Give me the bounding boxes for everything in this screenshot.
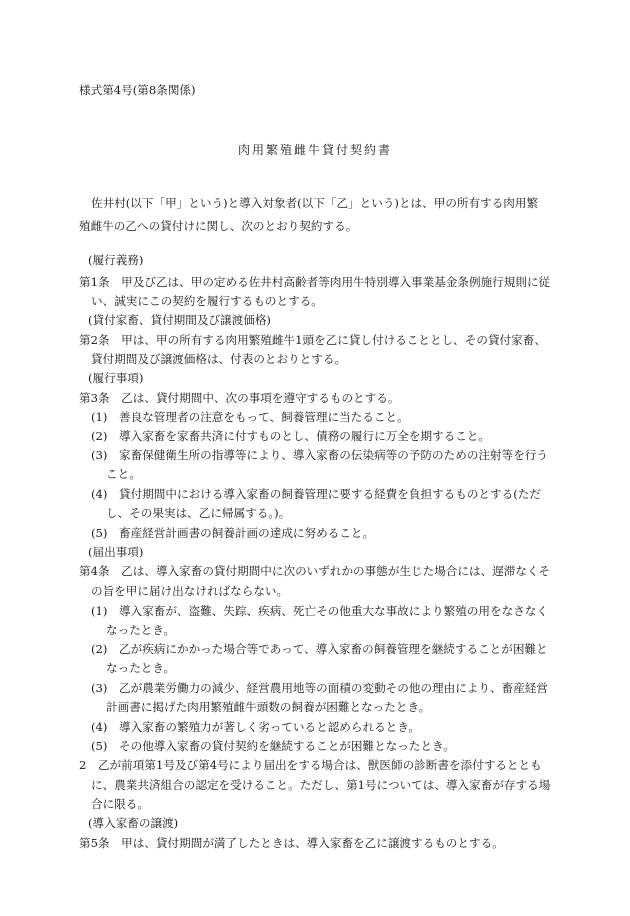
article-3-item-3-cont: こと。 (106, 467, 141, 481)
article-3-line-1: 第3条 乙は、貸付期間中、次の事項を遵守するものとする。 (79, 391, 400, 405)
article-4-caption: (届出事項) (88, 545, 144, 559)
intro-line-1: 佐井村(以下「甲」という)と導入対象者(以下「乙」という)とは、甲の所有する肉用繁 (91, 196, 539, 210)
article-3-item-1: (1) 善良な管理者の注意をもって、飼養管理に当たること。 (91, 410, 409, 424)
article-4-item-2: (2) 乙が疾病にかかった場合等であって、導入家畜の飼養管理を継続することが困難と (91, 642, 548, 656)
article-4-para-2-line-2: に、農業共済組合の認定を受けること。ただし、第1号については、導入家畜が存する場 (91, 778, 551, 792)
article-1-caption: (履行義務) (88, 253, 144, 267)
article-1-line-1: 第1条 甲及び乙は、甲の定める佐井村高齢者等肉用牛特別導入事業基金条例施行規則に従 (79, 275, 551, 289)
article-4-line-1: 第4条 乙は、導入家畜の貸付期間中に次のいずれかの事態が生じた場合には、遅滞なくそ (79, 564, 551, 578)
article-4-para-2-line-3: 合に限る。 (91, 797, 149, 811)
article-4-item-1: (1) 導入家畜が、盗難、失踪、疾病、死亡その他重大な事故により繁殖の用をなさなく (91, 604, 548, 618)
article-1-line-2: い、誠実にこの契約を履行するものとする。 (91, 294, 323, 308)
article-3-item-4-cont: し、その果実は、乙に帰属する。)。 (106, 506, 291, 520)
article-2-line-2: 貸付期間及び譲渡価格は、付表のとおりとする。 (91, 352, 347, 366)
article-4-para-2-line-1: 2 乙が前項第1号及び第4号により届出をする場合は、獣医師の診断書を添付するととも (79, 758, 542, 772)
article-3-item-3: (3) 家畜保健衛生所の指導等により、導入家畜の伝染病等の予防のための注射等を行う (91, 448, 548, 462)
form-number: 様式第4号(第8条関係) (79, 83, 196, 97)
article-3-item-4: (4) 貸付期間中における導入家畜の飼養管理に要する経費を負担するものとする(ただ (91, 487, 541, 501)
article-5-caption: (導入家畜の譲渡) (88, 816, 179, 830)
article-3-caption: (履行事項) (88, 371, 144, 385)
article-4-item-4: (4) 導入家畜の繁殖力が著しく劣っていると認められるとき。 (91, 720, 420, 734)
intro-line-2: 殖雌牛の乙への貸付けに関し、次のとおり契約する。 (79, 219, 358, 233)
document-title: 肉用繁殖雌牛貸付契約書 (237, 143, 392, 157)
article-2-line-1: 第2条 甲は、甲の所有する肉用繁殖雌牛1頭を乙に貸し付けることとし、その貸付家畜、 (79, 333, 546, 347)
article-4-item-3-cont: 計画書に掲げた肉用繁殖雌牛頭数の飼養が困難となったとき。 (106, 700, 431, 714)
article-3-item-5: (5) 畜産経営計画書の飼養計画の達成に努めること。 (91, 526, 375, 540)
article-4-item-3: (3) 乙が農業労働力の減少、経営農用地等の面積の変動その他の理由により、畜産経営 (91, 681, 548, 695)
article-4-line-2: の旨を甲に届け出なければならない。 (91, 584, 289, 598)
article-2-caption: (貸付家畜、貸付期間及び譲渡価格) (88, 313, 271, 327)
article-4-item-5: (5) その他導入家畜の貸付契約を継続することが困難となったとき。 (91, 739, 455, 753)
article-4-item-2-cont: なったとき。 (106, 661, 176, 675)
article-3-item-2: (2) 導入家畜を家畜共済に付すものとし、債務の履行に万全を期すること。 (91, 429, 491, 443)
article-5-line-1: 第5条 甲は、貸付期間が満了したときは、導入家畜を乙に譲渡するものとする。 (79, 836, 504, 850)
article-4-item-1-cont: なったとき。 (106, 623, 176, 637)
